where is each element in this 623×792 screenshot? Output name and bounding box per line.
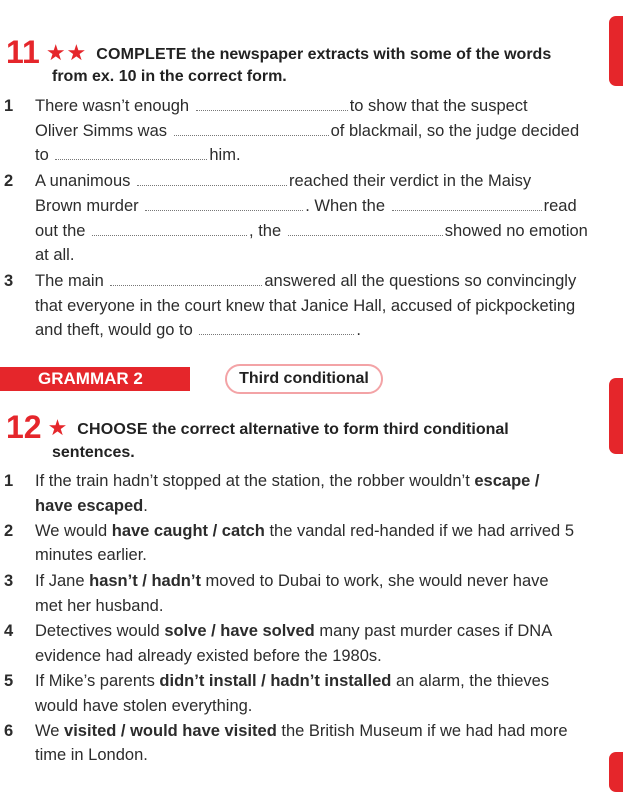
page-edge-tab-middle — [609, 378, 623, 454]
item-line: We visited / would have visited the British Museum if we had had more — [35, 722, 568, 740]
exercise-12-instruction-line2: sentences. — [52, 444, 135, 461]
blank-answer-field[interactable] — [137, 173, 287, 186]
item-line: We would have caught / catch the vandal red-handed if we had arrived 5 — [35, 522, 574, 540]
alternative-choice[interactable]: have escaped — [35, 497, 144, 515]
item-line: time in London. — [35, 746, 148, 764]
item-line: Oliver Simms was of blackmail, so the judge decided — [35, 122, 580, 140]
item-line: would have stolen everything. — [35, 697, 253, 715]
page-edge-tab-top — [609, 16, 623, 86]
alternative-choice[interactable]: have caught / catch — [111, 522, 265, 540]
alternative-choice[interactable]: solve / have solved — [164, 622, 315, 640]
item-number: 6 — [4, 722, 14, 740]
item-line: If Mike’s parents didn’t install / hadn’t installed an alarm, the thieves — [35, 672, 550, 690]
item-line: The main answered all the questions so convincingly — [35, 272, 577, 290]
item-line: that everyone in the court knew that Janice Hall, accused of pickpocketing — [35, 297, 576, 315]
difficulty-star-icon: ★ — [47, 415, 69, 440]
item-line: If Jane hasn’t / hadn’t moved to Dubai to work, she would never have — [35, 572, 549, 590]
item-line: met her husband. — [35, 597, 164, 615]
item-line: There wasn’t enough to show that the suspect — [35, 97, 528, 115]
difficulty-stars-icon: ★★ — [45, 40, 88, 65]
item-number: 2 — [4, 522, 14, 540]
blank-answer-field[interactable] — [145, 198, 303, 211]
item-number: 3 — [4, 272, 14, 290]
item-line: A unanimous reached their verdict in the Maisy — [35, 172, 532, 190]
alternative-choice[interactable]: didn’t install / hadn’t installed — [159, 672, 392, 690]
item-line: to him. — [35, 146, 241, 164]
item-number: 1 — [4, 97, 14, 115]
exercise-11-instruction: COMPLETE the newspaper extracts with some of the words — [96, 46, 552, 63]
blank-answer-field[interactable] — [392, 198, 542, 211]
exercise-11-number: 11 — [6, 34, 40, 70]
item-number: 2 — [4, 172, 14, 190]
exercise-12-instruction: CHOOSE the correct alternative to form third conditional — [77, 421, 509, 438]
item-line: Brown murder . When the read — [35, 197, 577, 215]
alternative-choice[interactable]: hasn’t / hadn’t — [89, 572, 201, 590]
grammar-section-bar: GRAMMAR 2 — [0, 367, 190, 391]
item-line: minutes earlier. — [35, 546, 147, 564]
item-number: 5 — [4, 672, 14, 690]
item-number: 3 — [4, 572, 14, 590]
item-line: at all. — [35, 246, 75, 264]
exercise-11-header — [6, 36, 551, 68]
item-line: and theft, would go to . — [35, 321, 361, 339]
page-edge-tab-bottom — [609, 752, 623, 792]
item-line: out the , the showed no emotion — [35, 222, 588, 240]
blank-answer-field[interactable] — [55, 147, 207, 160]
item-number: 1 — [4, 472, 14, 490]
blank-answer-field[interactable] — [174, 123, 329, 136]
alternative-choice[interactable]: visited / would have visited — [64, 722, 277, 740]
item-number: 4 — [4, 622, 14, 640]
item-line: have escaped. — [35, 497, 148, 515]
exercise-12-header — [6, 411, 509, 443]
alternative-choice[interactable]: escape / — [474, 472, 540, 490]
blank-answer-field[interactable] — [288, 223, 443, 236]
grammar-topic-label: Third conditional — [225, 364, 383, 394]
blank-answer-field[interactable] — [199, 322, 354, 335]
blank-answer-field[interactable] — [110, 273, 262, 286]
exercise-11-instruction-line2: from ex. 10 in the correct form. — [52, 68, 287, 85]
exercise-12-number: 12 — [6, 409, 42, 445]
item-line: Detectives would solve / have solved many past murder cases if DNA — [35, 622, 553, 640]
item-line: evidence had already existed before the 1980s. — [35, 647, 382, 665]
blank-answer-field[interactable] — [196, 98, 348, 111]
item-line: If the train hadn’t stopped at the station, the robber wouldn’t escape / — [35, 472, 540, 490]
blank-answer-field[interactable] — [92, 223, 247, 236]
